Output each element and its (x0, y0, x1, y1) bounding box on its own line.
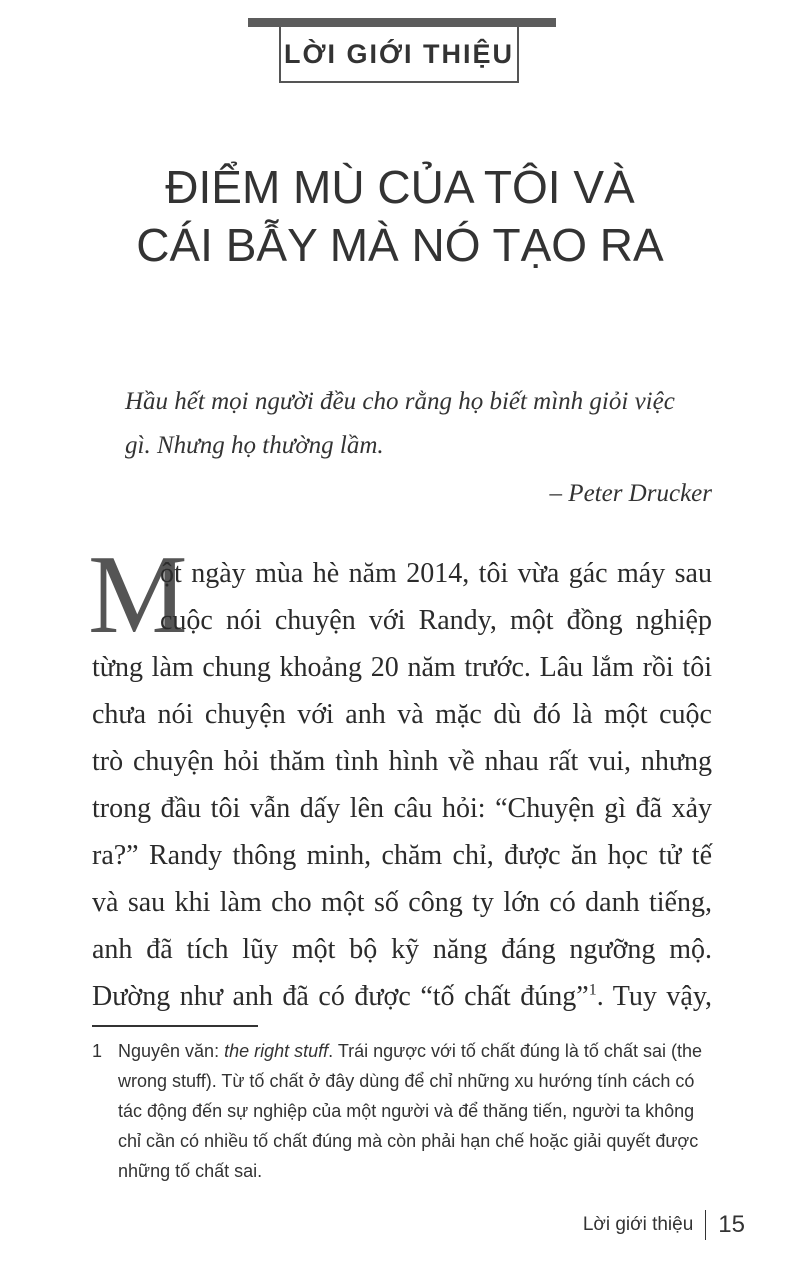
epigraph-author: – Peter Drucker (549, 480, 712, 507)
body-line-1: ột ngày mùa hè năm 2014, tôi vừa gác máy sau (160, 558, 712, 589)
header-bar (248, 18, 556, 27)
body-line-3: từng làm chung khoảng 20 năm trước. Lâu lắm rồi tôi (92, 652, 712, 683)
footnote-prefix: Nguyên văn: (118, 1041, 225, 1061)
footnote (92, 1036, 716, 1186)
body-line-10-text: Dường như anh đã có được “tố chất đúng” (92, 981, 589, 1012)
footer-section-label: Lời giới thiệu (582, 1214, 694, 1235)
epigraph-line-1: Hầu hết mọi người đều cho rằng họ biết mình giỏi việc (125, 388, 675, 415)
body-line-10 (92, 973, 712, 1020)
page-number: 15 (718, 1211, 745, 1238)
page-footer (583, 1210, 745, 1240)
body-line-7: ra?” Randy thông minh, chăm chỉ, được ăn học tử tế (92, 840, 712, 871)
footnote-rest: . Trái ngược với tố chất đúng là tố chất sai (the wrong stuff). Từ tố chất ở đây dùng để chỉ những xu hướng tính cách có tác động đến sự nghiệp của một người và để thăng tiến, người ta không chỉ cần có nhiều tố chất đúng mà còn phải hạn chế hoặc giải quyết được những tố chất sai. (118, 1041, 702, 1181)
body-line-2: cuộc nói chuyện với Randy, một đồng nghiệp (160, 605, 712, 636)
epigraph-quote (125, 380, 715, 468)
body-line-9: anh đã tích lũy một bộ kỹ năng đáng ngưỡng mộ. (92, 934, 712, 965)
body-line-8: và sau khi làm cho một số công ty lớn có danh tiếng, (92, 887, 712, 918)
footer-divider (705, 1210, 706, 1240)
body-line-6: trong đầu tôi vẫn dấy lên câu hỏi: “Chuyện gì đã xảy (92, 793, 712, 824)
body-paragraph (92, 550, 712, 1020)
epigraph-line-2: gì. Nhưng họ thường lầm. (125, 432, 384, 459)
footnote-text (118, 1036, 716, 1186)
footnote-reference[interactable]: 1 (588, 981, 597, 999)
footnote-number: 1 (92, 1041, 103, 1061)
body-line-5: trò chuyện hỏi thăm tình hình về nhau rất vui, nhưng (92, 746, 712, 777)
chapter-label-text: LỜI GIỚI THIỆU (283, 38, 515, 69)
chapter-title-line-1: ĐIỂM MÙ CỦA TÔI VÀ (165, 161, 635, 213)
footnote-italic-term: the right stuff (224, 1041, 329, 1061)
body-line-10-tail: . Tuy vậy, (596, 981, 712, 1012)
chapter-title (0, 158, 800, 274)
chapter-title-line-2: CÁI BẪY MÀ NÓ TẠO RA (136, 219, 664, 271)
footnote-rule (92, 1025, 258, 1027)
chapter-label (279, 27, 519, 83)
body-line-4: chưa nói chuyện với anh và mặc dù đó là một cuộc (92, 699, 712, 730)
drop-cap: M (88, 533, 188, 657)
